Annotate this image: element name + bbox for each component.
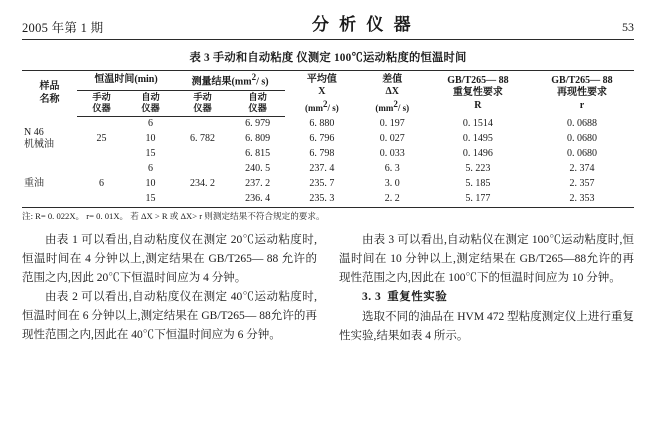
cell-sample-2: 重油 — [24, 178, 44, 190]
cell-manual-time-1: 25 — [96, 133, 107, 145]
cell-auto-result: 237. 2 — [245, 178, 271, 190]
paragraph-table2: 由表 2 可以看出,自动粘度仪在测定 40℃运动粘度时,恒温时间在 6 分钟以上,测定结果在 GB/T265— 88允许的再现性范围之内,因此在 40℃下恒温时间应为 6 分钟。 — [22, 291, 317, 341]
cell-manual-result-1: 6. 782 — [190, 133, 216, 145]
table-header-row-1 — [22, 71, 634, 91]
running-head — [22, 10, 634, 40]
cell-difference: 6. 3 — [384, 163, 400, 175]
table-row — [22, 162, 634, 177]
cell-average: 235. 3 — [309, 193, 335, 205]
section-title: 重复性实验 — [387, 291, 448, 304]
cell-reproducibility: 2. 357 — [569, 178, 595, 190]
cell-reproducibility: 2. 353 — [569, 193, 595, 205]
cell-reproducibility: 0. 0680 — [566, 133, 597, 145]
journal-title: 分 析 仪 器 — [311, 15, 414, 34]
column-right — [339, 231, 634, 346]
cell-difference: 0. 027 — [379, 133, 405, 145]
section-number: 3. 3 — [362, 291, 382, 304]
paragraph-table1: 由表 1 可以看出,自动粘度仪在测定 20℃运动粘度时,恒温时间在 4 分钟以上,测定结果在 GB/T265— 88 允许的范围之内,因此 20℃下恒温时间应为 4 分钟。 — [22, 234, 317, 284]
th-hold-auto: 自动 仪器 — [126, 90, 175, 116]
th-result-manual: 手动 仪器 — [175, 90, 230, 116]
cell-auto-result: 236. 4 — [245, 193, 271, 205]
cell-auto-result: 6. 979 — [245, 118, 271, 130]
cell-reproducibility: 0. 0688 — [566, 117, 597, 129]
table-bottom-rule — [22, 207, 634, 208]
table-note: 注: R= 0. 022X。 r= 0. 01X。 若 ΔX > R 或 ΔX> r 则测定结果不符合规定的要求。 — [22, 210, 325, 221]
th-reproducibility: GB/T265— 88 再现性要求 r — [530, 71, 634, 117]
paragraph-repeatability: 选取不同的油品在 HVM 472 型粘度测定仪上进行重复性实验,结果如表 4 所示。 — [339, 310, 634, 342]
data-table — [22, 70, 634, 208]
page-number: 53 — [622, 20, 634, 34]
th-result-auto: 自动 仪器 — [230, 90, 285, 116]
cell-sample-1: N 46 机械油 — [24, 126, 54, 151]
cell-repeatability: 5. 223 — [465, 163, 491, 175]
th-difference: 差值 ΔX ($mm^2/$ s) — [359, 71, 426, 117]
th-hold-time: 恒温时间(min) — [77, 71, 175, 91]
cell-difference: 0. 197 — [379, 117, 405, 129]
cell-difference: 3. 0 — [384, 178, 400, 190]
paragraph-table3: 由表 3 可以看出,自动粘仪在测定 100℃运动粘度时,恒温时间在 10 分钟以上,测定结果在 GB/T265—88允许的再现性范围之内,因此在 100℃下的恒温时间应为 10 分钟。 — [339, 234, 634, 284]
cell-auto-time: 15 — [145, 193, 156, 205]
cell-difference: 0. 033 — [379, 148, 405, 160]
cell-auto-time: 15 — [145, 148, 156, 160]
cell-average: 6. 796 — [309, 133, 335, 145]
cell-repeatability: 5. 177 — [465, 193, 491, 205]
th-hold-manual: 手动 仪器 — [77, 90, 126, 116]
cell-auto-time: 6 — [148, 163, 153, 175]
journal-issue: 2005 年第 1 期 — [22, 21, 104, 35]
th-sample: 样品 名称 — [22, 71, 77, 117]
cell-average: 6. 798 — [309, 148, 335, 160]
cell-reproducibility: 2. 374 — [569, 163, 595, 175]
cell-reproducibility: 0. 0680 — [566, 148, 597, 160]
cell-auto-time: 10 — [145, 178, 156, 190]
cell-auto-result: 6. 815 — [245, 148, 271, 160]
table-row — [22, 116, 634, 132]
cell-auto-time: 6 — [148, 118, 153, 130]
cell-auto-result: 6. 809 — [245, 133, 271, 145]
cell-average: 237. 4 — [309, 163, 335, 175]
th-repeatability: GB/T265— 88 重复性要求 R — [426, 71, 530, 117]
table-caption: 表 3 手动和自动粘度 仪测定 100℃运动粘度的恒温时间 — [189, 52, 467, 64]
cell-repeatability: 0. 1496 — [462, 148, 493, 160]
cell-auto-time: 10 — [145, 133, 156, 145]
cell-auto-result: 240. 5 — [245, 163, 271, 175]
cell-manual-time-2: 6 — [99, 178, 105, 190]
column-left — [22, 231, 317, 346]
section-heading-3-3 — [339, 288, 634, 307]
cell-difference: 2. 2 — [384, 193, 400, 205]
cell-repeatability: 0. 1495 — [462, 133, 493, 145]
cell-manual-result-2: 234. 2 — [190, 178, 216, 190]
cell-average: 6. 880 — [309, 117, 335, 129]
th-result: 测量结果($mm^2/$ s) — [175, 71, 285, 91]
cell-repeatability: 5. 185 — [465, 178, 491, 190]
cell-repeatability: 0. 1514 — [462, 117, 493, 129]
cell-average: 235. 7 — [309, 178, 335, 190]
body-columns — [22, 231, 634, 346]
th-average: 平均值 X ($mm^2/$ s) — [285, 71, 358, 117]
